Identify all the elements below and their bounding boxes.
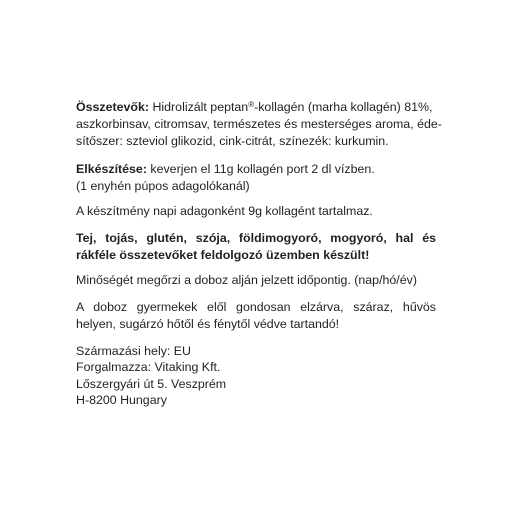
distributor-line-2 <box>76 376 226 392</box>
ingredients-label: Összetevők: <box>76 100 150 114</box>
distributor-name: Forgalmazza: Vitaking Kft. <box>76 360 221 374</box>
distributor-line-3 <box>76 392 167 408</box>
origin <box>76 343 191 359</box>
allergen-warning-text-2: rákféle összetevőket feldolgozó üzemben készült! <box>76 248 370 262</box>
ingredients-line-3 <box>76 133 389 149</box>
ingredients-line-1 <box>76 99 433 115</box>
ingredients-text-3: sítőszer: szteviol glikozid, cink-citrát, színezék: kurkumin. <box>76 134 389 148</box>
storage-text-1: A doboz gyermekek elől gondosan elzárva, száraz, hűvös <box>76 300 436 314</box>
storage-text-2: helyen, sugárzó hőtől és fénytől védve tartandó! <box>76 317 340 331</box>
distributor-line-1 <box>76 359 220 375</box>
origin-text: Származási hely: EU <box>76 344 191 358</box>
allergen-warning-line-1 <box>76 230 436 246</box>
registered-mark: ® <box>248 100 255 109</box>
best-before-text: Minőségét megőrzi a doboz alján jelzett időpontig. (nap/hó/év) <box>76 273 417 287</box>
preparation-line-2 <box>76 178 250 194</box>
distributor-postcode-country: H-8200 Hungary <box>76 393 167 407</box>
best-before <box>76 272 417 288</box>
ingredients-text-1b: -kollagén (marha kollagén) 81%, <box>254 100 433 114</box>
daily-dose-text: A készítmény napi adagonként 9g kollagént tartalmaz. <box>76 204 373 218</box>
storage-line-2 <box>76 316 339 332</box>
distributor-street: Lőszergyári út 5. Veszprém <box>76 377 227 391</box>
ingredients-text-2: aszkorbinsav, citromsav, természetes és mesterséges aroma, éde- <box>76 117 442 131</box>
preparation-line-1 <box>76 161 375 177</box>
allergen-warning-text-1: Tej, tojás, glutén, szója, földimogyoró, mogyoró, hal és <box>76 231 436 245</box>
allergen-warning-line-2 <box>76 247 369 263</box>
preparation-text-2: (1 enyhén púpos adagolókanál) <box>76 179 250 193</box>
preparation-text-1: keverjen el 11g kollagén port 2 dl vízben. <box>146 162 375 176</box>
preparation-label: Elkészítése: <box>76 162 147 176</box>
ingredients-line-2 <box>76 116 442 132</box>
ingredients-text-1a: Hidrolizált peptan <box>149 100 249 114</box>
storage-line-1 <box>76 299 436 315</box>
daily-dose <box>76 203 373 219</box>
